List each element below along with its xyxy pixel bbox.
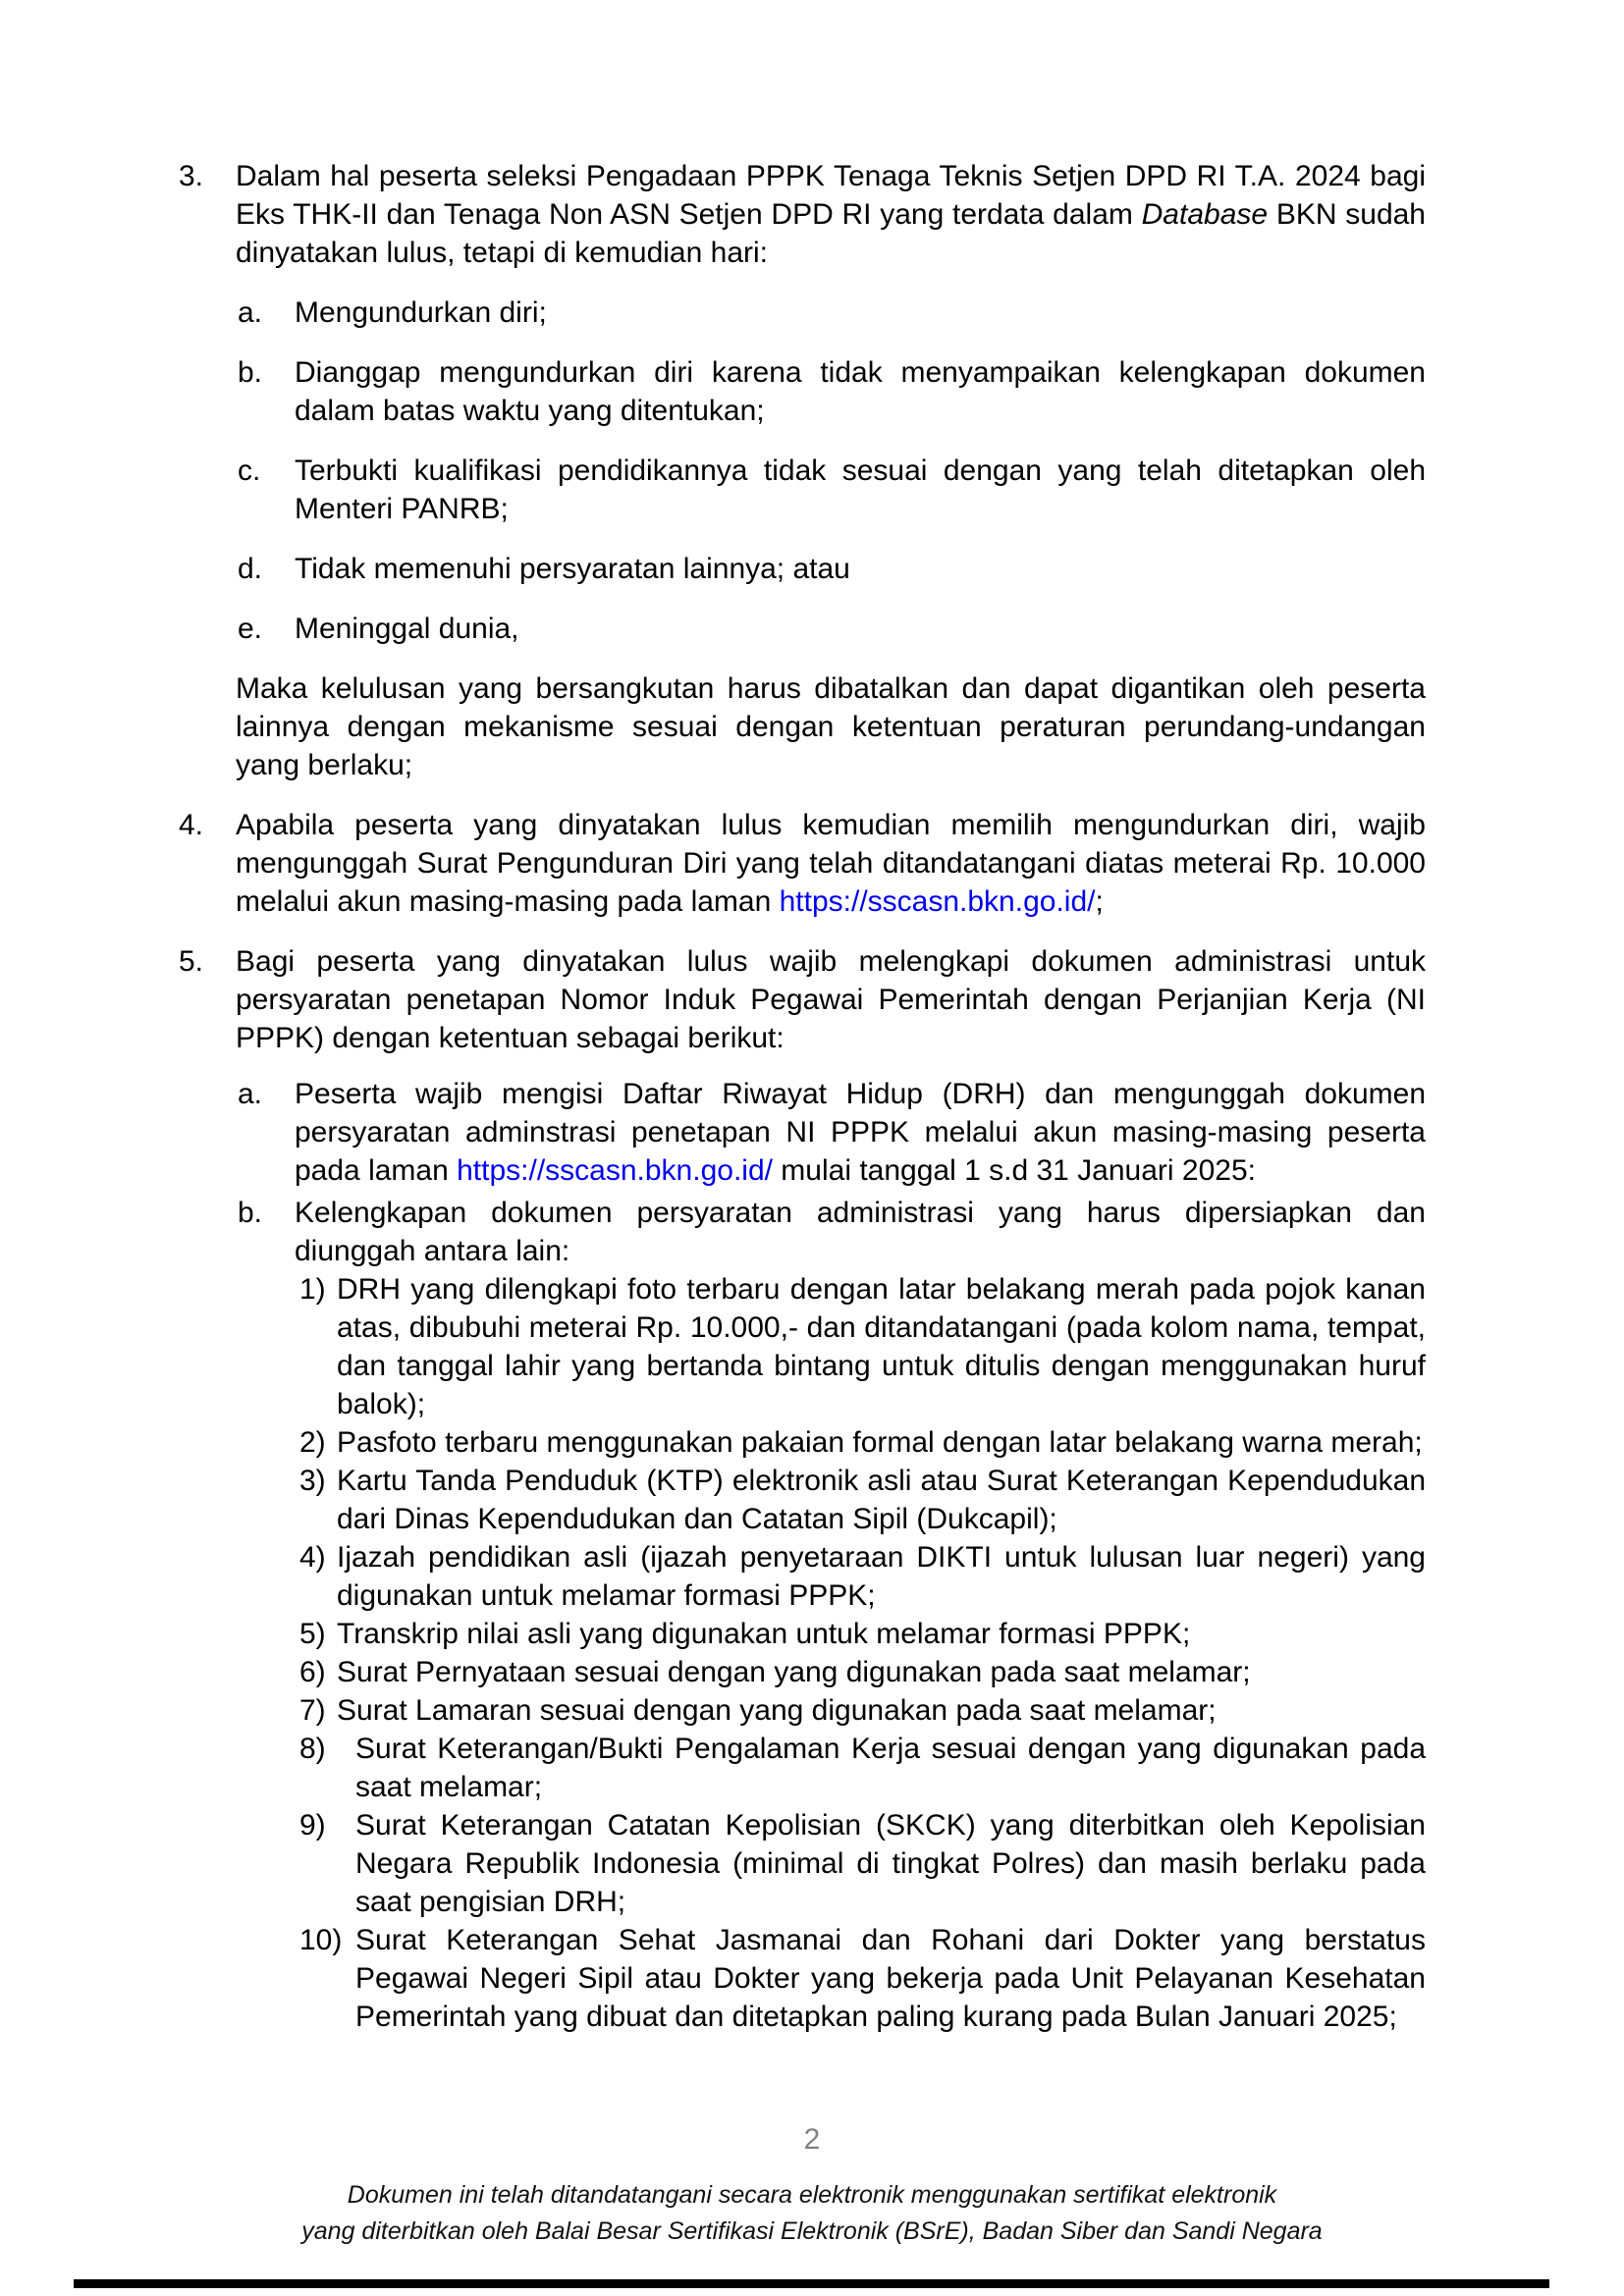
document-list-item-3 (299, 1462, 1426, 1538)
list-item-5-text: Bagi peserta yang dinyatakan lulus wajib melengkapi dokumen administrasi untuk persyaratan penetapan Nomor Induk Pegawai Pemerintah dengan Perjanjian Kerja (NI PPPK) dengan ketentuan sebagai berikut: (236, 945, 1426, 1054)
list-item-3-text-part2: BKN sudah dinyatakan lulus, tetapi di kemudian hari: (236, 198, 1426, 269)
document-list-item-5-text: Transkrip nilai asli yang digunakan untuk melamar formasi PPPK; (337, 1618, 1191, 1650)
document-list-item-3-text: Kartu Tanda Penduduk (KTP) elektronik asli atau Surat Keterangan Kependudukan dari Dinas Kependudukan dan Catatan Sipil (Dukcapil); (337, 1465, 1426, 1535)
list-item-5 (179, 942, 1426, 1057)
database-italic-text: Database (1141, 198, 1269, 231)
page-number: 2 (803, 2123, 821, 2156)
list-item-4-text-part2: ; (1095, 885, 1104, 918)
sub-item-5a-text (295, 1075, 1426, 1190)
document-list-item-8 (299, 1730, 1426, 1806)
document-list-item-9-marker: 9) (299, 1809, 326, 1842)
document-list-item-6-marker: 6) (299, 1656, 326, 1688)
document-list-item-10 (299, 1921, 1426, 2036)
footer-note-line1: Dokumen ini telah ditandatangani secara elektronik menggunakan sertifikat elektronik (347, 2181, 1277, 2209)
document-list-item-9 (299, 1806, 1426, 1921)
sub-item-3e-text: Meninggal dunia, (295, 613, 519, 645)
sub-item-3c (238, 452, 1426, 528)
document-list-item-4 (299, 1538, 1426, 1615)
document-list-item-1 (299, 1270, 1426, 1423)
document-list-item-1-text: DRH yang dilengkapi foto terbaru dengan latar belakang merah pada pojok kanan atas, dibubuhi meterai Rp. 10.000,- dan ditandatangani (pada kolom nama, tempat, dan tanggal lahir yang bertanda bintang untuk ditulis dengan menggunakan huruf balok); (337, 1273, 1426, 1420)
sub-item-3e (238, 610, 1426, 648)
document-list-item-6-text: Surat Pernyataan sesuai dengan yang digunakan pada saat melamar; (337, 1656, 1251, 1688)
list-item-4 (179, 806, 1426, 921)
sub-item-5a-text-part1: Peserta wajib mengisi Daftar Riwayat Hidup (DRH) dan mengunggah dokumen persyaratan adminstrasi penetapan NI PPPK melalui akun masing-masing peserta pada laman (295, 1078, 1426, 1187)
document-list-item-7-text: Surat Lamaran sesuai dengan yang digunakan pada saat melamar; (337, 1694, 1217, 1727)
document-list-item-1-marker: 1) (299, 1273, 326, 1306)
list-item-4-marker: 4. (179, 809, 204, 841)
footer-divider-bar (74, 2279, 1549, 2288)
sub-item-3d-marker: d. (238, 553, 263, 585)
document-list-item-3-marker: 3) (299, 1465, 326, 1497)
sub-item-5b-text: Kelengkapan dokumen persyaratan administrasi yang harus dipersiapkan dan diunggah antara lain: (295, 1197, 1426, 1267)
sub-item-5a-text-part2: mulai tanggal 1 s.d 31 Januari 2025: (772, 1154, 1256, 1187)
list-item-3-text-part1: Dalam hal peserta seleksi Pengadaan PPPK Tenaga Teknis Setjen DPD RI T.A. 2024 bagi Eks THK-II dan Tenaga Non ASN Setjen DPD RI yang terdata dalam (236, 160, 1426, 231)
sub-item-3c-marker: c. (238, 454, 261, 487)
document-list-item-9-text: Surat Keterangan Catatan Kepolisian (SKCK) yang diterbitkan oleh Kepolisian Negara Republik Indonesia (minimal di tingkat Polres) dan masih berlaku pada saat pengisian DRH; (355, 1809, 1426, 1918)
sub-item-3a (238, 294, 1426, 332)
sub-item-3c-text: Terbukti kualifikasi pendidikannya tidak sesuai dengan yang telah ditetapkan oleh Menteri PANRB; (295, 454, 1426, 525)
sub-item-3b-marker: b. (238, 356, 263, 389)
sscasn-link[interactable]: https://sscasn.bkn.go.id/ (457, 1154, 773, 1187)
document-list-item-2 (299, 1423, 1426, 1462)
sub-item-3d-text: Tidak memenuhi persyaratan lainnya; atau (295, 553, 850, 585)
sub-item-5b (238, 1194, 1426, 1270)
sub-item-3a-marker: a. (238, 296, 263, 329)
document-list-item-8-text: Surat Keterangan/Bukti Pengalaman Kerja sesuai dengan yang digunakan pada saat melamar; (355, 1733, 1426, 1803)
footer-signature-note (0, 2177, 1624, 2250)
document-body (179, 157, 1426, 2036)
document-list-item-7-marker: 7) (299, 1694, 326, 1727)
sscasn-link[interactable]: https://sscasn.bkn.go.id/ (779, 885, 1096, 918)
sub-item-3b (238, 353, 1426, 430)
list-item-4-text-part1: Apabila peserta yang dinyatakan lulus kemudian memilih mengundurkan diri, wajib mengunggah Surat Pengunduran Diri yang telah ditandatangani diatas meterai Rp. 10.000 melalui akun masing-masing pada laman (236, 809, 1426, 918)
list-item-3 (179, 157, 1426, 272)
document-list-item-8-marker: 8) (299, 1733, 326, 1765)
document-list-item-5 (299, 1615, 1426, 1653)
sub-item-5a (238, 1075, 1426, 1190)
sub-item-5a-marker: a. (238, 1078, 263, 1110)
document-list-item-4-marker: 4) (299, 1541, 326, 1574)
document-list-item-6 (299, 1653, 1426, 1691)
document-list-item-2-marker: 2) (299, 1426, 326, 1459)
document-list-item-5-marker: 5) (299, 1618, 326, 1650)
sub-item-3b-text: Dianggap mengundurkan diri karena tidak menyampaikan kelengkapan dokumen dalam batas waktu yang ditentukan; (295, 356, 1426, 427)
list-item-5-marker: 5. (179, 945, 204, 978)
list-item-4-text (236, 806, 1426, 921)
document-list-item-7 (299, 1691, 1426, 1730)
sub-item-3a-text: Mengundurkan diri; (295, 296, 547, 329)
sub-item-3e-marker: e. (238, 613, 263, 645)
list-item-3-marker: 3. (179, 160, 204, 192)
document-list-item-4-text: Ijazah pendidikan asli (ijazah penyetaraan DIKTI untuk lulusan luar negeri) yang digunakan untuk melamar formasi PPPK; (337, 1541, 1426, 1612)
sub-item-5b-marker: b. (238, 1197, 263, 1229)
list-item-3-text (236, 157, 1426, 272)
document-list-item-2-text: Pasfoto terbaru menggunakan pakaian formal dengan latar belakang warna merah; (337, 1426, 1423, 1459)
document-list-item-10-marker: 10) (299, 1924, 343, 1956)
document-list-item-10-text: Surat Keterangan Sehat Jasmanai dan Rohani dari Dokter yang berstatus Pegawai Negeri Sipil atau Dokter yang bekerja pada Unit Pelayanan Kesehatan Pemerintah yang dibuat dan ditetapkan paling kurang pada Bulan Januari 2025; (355, 1924, 1426, 2033)
footer-note-line2: yang diterbitkan oleh Balai Besar Sertifikasi Elektronik (BSrE), Badan Siber dan Sandi Negara (301, 2217, 1323, 2245)
sub-item-3d (238, 550, 1426, 588)
item-3-closing-paragraph: Maka kelulusan yang bersangkutan harus dibatalkan dan dapat digantikan oleh peserta lainnya dengan mekanisme sesuai dengan ketentuan peraturan perundang-undangan yang berlaku; (236, 672, 1426, 781)
